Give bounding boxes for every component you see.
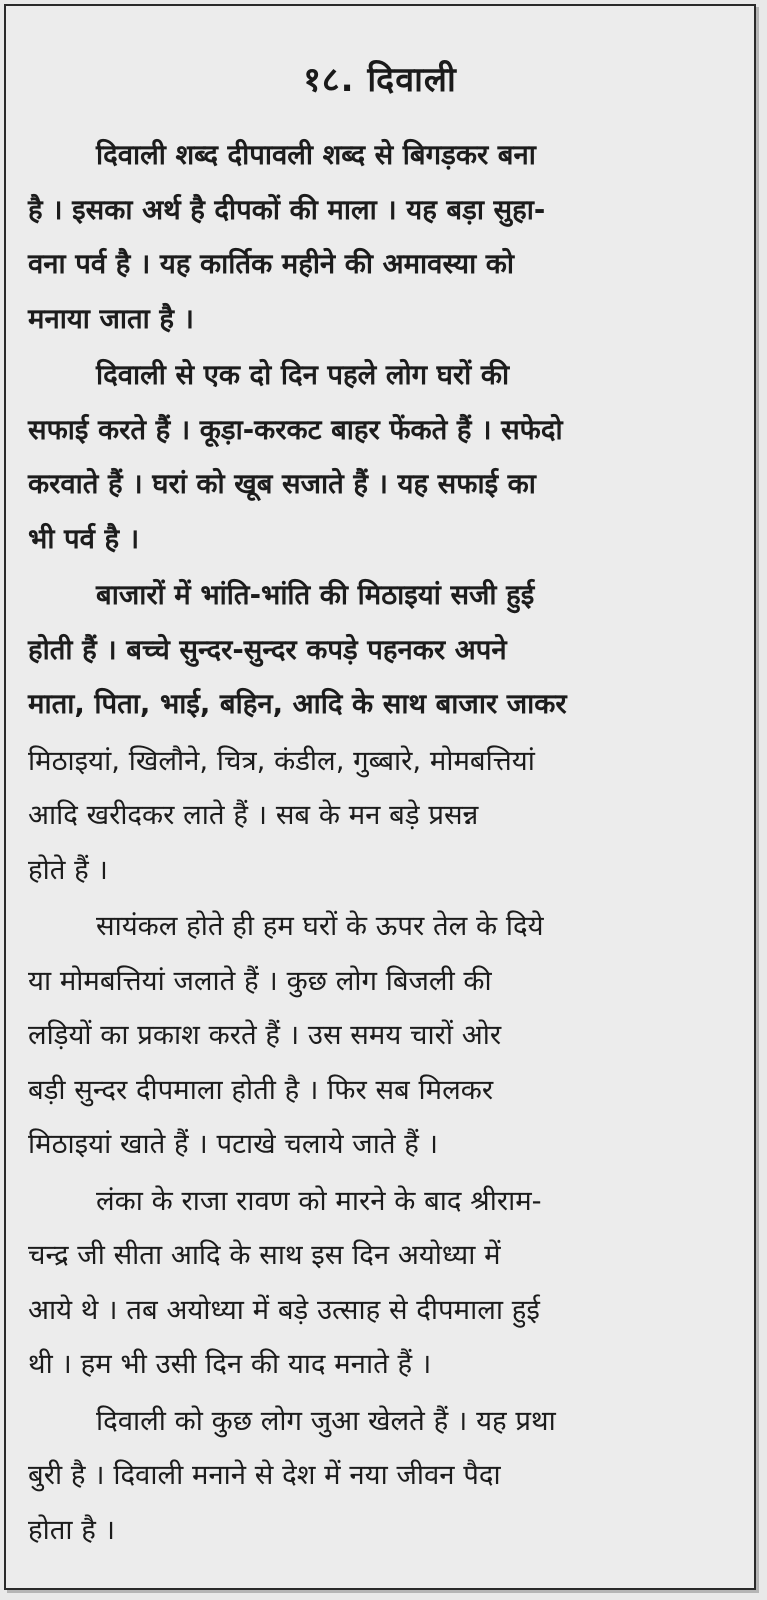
text-line: थी । हम भी उसी दिन की याद मनाते हैं । xyxy=(28,1348,432,1380)
paragraph-4 xyxy=(28,899,740,1172)
text-line: सफाई करते हैं । कूड़ा-करकट बाहर फेंकते हैं । सफेदो xyxy=(28,413,563,446)
text-line: दिवाली को कुछ लोग जुआ खेलते हैं । यह प्रथा xyxy=(96,1404,556,1437)
text-line: होते हैं । xyxy=(28,853,108,886)
text-line: लंका के राजा रावण को मारने के बाद श्रीराम- xyxy=(96,1184,542,1217)
text-line: बाजारों में भांति-भांति की मिठाइयां सजी हुई xyxy=(96,579,535,611)
text-line: लड़ियों का प्रकाश करते हैं । उस समय चारों ओर xyxy=(28,1019,502,1051)
text-line: मनाया जाता है । xyxy=(28,302,194,335)
text-line: चन्द्र जी सीता आदि के साथ इस दिन अयोध्या में xyxy=(28,1239,501,1271)
text-line: आये थे । तब अयोध्या में बड़े उत्साह से दीपमाला हुई xyxy=(28,1293,540,1326)
paragraph-5 xyxy=(28,1174,740,1392)
text-line: बड़ी सुन्दर दीपमाला होती है । फिर सब मिलकर xyxy=(28,1073,494,1106)
text-line: दिवाली से एक दो दिन पहले लोग घरों की xyxy=(96,359,510,391)
text-line: भी पर्व है । xyxy=(28,522,140,555)
text-line: दिवाली शब्द दीपावली शब्द से बिगड़कर बना xyxy=(96,139,536,171)
text-line: सायंकल होते ही हम घरों के ऊपर तेल के दिये xyxy=(96,910,544,942)
paragraph-3 xyxy=(28,568,740,732)
text-line: वना पर्व है । यह कार्तिक महीने की अमावस्या को xyxy=(28,248,515,280)
chapter-title: १८. दिवाली xyxy=(303,60,457,100)
text-line: होती हैं । बच्चे सुन्दर-सुन्दर कपड़े पहनकर अपने xyxy=(28,633,507,666)
text-line: आदि खरीदकर लाते हैं । सब के मन बड़े प्रसन्न xyxy=(28,799,479,831)
text-line: मिठाइयां, खिलौने, चित्र, कंडील, गुब्बारे, मोमबत्तियां xyxy=(28,744,535,777)
paragraph-6 xyxy=(28,1394,740,1558)
text-line: होता है । xyxy=(28,1513,116,1546)
paragraph-1 xyxy=(28,128,740,346)
text-line: है । इसका अर्थ है दीपकों की माला । यह बड़ा सुहा- xyxy=(28,193,546,226)
essay-body xyxy=(28,128,740,1559)
text-line: करवाते हैं । घरां को खूब सजाते हैं । यह सफाई का xyxy=(28,468,536,500)
text-line: मिठाइयां खाते हैं । पटाखे चलाये जाते हैं । xyxy=(28,1128,438,1160)
text-line: बुरी है । दिवाली मनाने से देश में नया जीवन पैदा xyxy=(28,1459,501,1491)
book-page xyxy=(4,4,756,1590)
paragraph-2 xyxy=(28,348,740,566)
text-line: या मोमबत्तियां जलाते हैं । कुछ लोग बिजली की xyxy=(28,964,492,997)
paragraph-3-continued xyxy=(28,734,740,898)
text-line: माता, पिता, भाई, बहिन, आदि के साथ बाजार जाकर xyxy=(28,688,567,720)
